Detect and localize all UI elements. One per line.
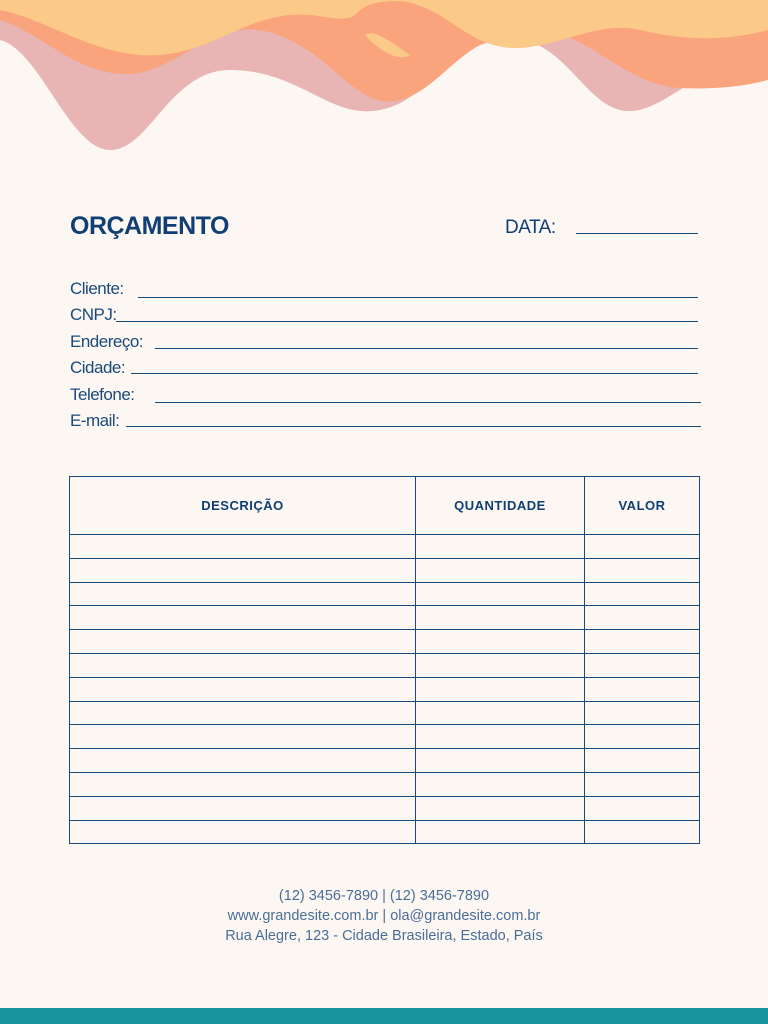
email-label: E-mail: (70, 411, 120, 430)
description-cell[interactable] (70, 630, 416, 654)
client-label: Cliente: (70, 279, 124, 298)
table-header-row (70, 477, 700, 535)
column-header-value: VALOR (585, 477, 700, 535)
value-cell[interactable] (585, 796, 700, 820)
address-label: Endereço: (70, 332, 143, 351)
phone-field-line[interactable] (155, 402, 701, 403)
table-row (70, 677, 700, 701)
description-cell[interactable] (70, 796, 416, 820)
description-cell[interactable] (70, 725, 416, 749)
quantity-cell[interactable] (416, 749, 585, 773)
quantity-cell[interactable] (416, 677, 585, 701)
description-cell[interactable] (70, 820, 416, 844)
description-cell[interactable] (70, 653, 416, 677)
value-cell[interactable] (585, 772, 700, 796)
table-row (70, 701, 700, 725)
footer-phones: (12) 3456-7890 | (12) 3456-7890 (278, 888, 490, 904)
quantity-cell[interactable] (416, 772, 585, 796)
value-cell[interactable] (585, 677, 700, 701)
quantity-cell[interactable] (416, 653, 585, 677)
value-cell[interactable] (585, 653, 700, 677)
table-row (70, 772, 700, 796)
table-row (70, 749, 700, 773)
cnpj-label: CNPJ: (70, 305, 117, 324)
city-label: Cidade: (70, 358, 126, 377)
description-cell[interactable] (70, 677, 416, 701)
value-cell[interactable] (585, 725, 700, 749)
description-cell[interactable] (70, 772, 416, 796)
value-cell[interactable] (585, 582, 700, 606)
date-field-line[interactable] (576, 233, 698, 234)
value-cell[interactable] (585, 749, 700, 773)
value-cell[interactable] (585, 701, 700, 725)
quantity-cell[interactable] (416, 558, 585, 582)
table-row (70, 796, 700, 820)
email-field-line[interactable] (126, 426, 701, 427)
column-header-quantity: QUANTIDADE (416, 477, 585, 535)
table-row (70, 820, 700, 844)
table-row (70, 535, 700, 559)
client-field-line[interactable] (138, 297, 698, 298)
description-cell[interactable] (70, 558, 416, 582)
value-cell[interactable] (585, 606, 700, 630)
description-cell[interactable] (70, 606, 416, 630)
table-row (70, 630, 700, 654)
quantity-cell[interactable] (416, 535, 585, 559)
quantity-cell[interactable] (416, 606, 585, 630)
decorative-waves (0, 0, 768, 160)
column-header-description: DESCRIÇÃO (70, 477, 416, 535)
quantity-cell[interactable] (416, 701, 585, 725)
description-cell[interactable] (70, 535, 416, 559)
quantity-cell[interactable] (416, 725, 585, 749)
footer-address: Rua Alegre, 123 - Cidade Brasileira, Estado, País (225, 928, 543, 944)
city-field-line[interactable] (131, 373, 698, 374)
page-title: ORÇAMENTO (70, 212, 229, 240)
bottom-accent-bar (0, 1008, 768, 1024)
cnpj-field-line[interactable] (116, 321, 698, 322)
value-cell[interactable] (585, 558, 700, 582)
address-field-line[interactable] (155, 348, 698, 349)
value-cell[interactable] (585, 535, 700, 559)
table-row (70, 606, 700, 630)
budget-table (69, 476, 700, 844)
description-cell[interactable] (70, 749, 416, 773)
quantity-cell[interactable] (416, 820, 585, 844)
description-cell[interactable] (70, 582, 416, 606)
footer-web: www.grandesite.com.br | ola@grandesite.com.br (227, 908, 541, 924)
phone-label: Telefone: (70, 385, 135, 404)
date-label: DATA: (505, 217, 556, 238)
value-cell[interactable] (585, 630, 700, 654)
quantity-cell[interactable] (416, 582, 585, 606)
quantity-cell[interactable] (416, 796, 585, 820)
table-row (70, 558, 700, 582)
table-row (70, 725, 700, 749)
table-row (70, 582, 700, 606)
quantity-cell[interactable] (416, 630, 585, 654)
table-row (70, 653, 700, 677)
description-cell[interactable] (70, 701, 416, 725)
value-cell[interactable] (585, 820, 700, 844)
